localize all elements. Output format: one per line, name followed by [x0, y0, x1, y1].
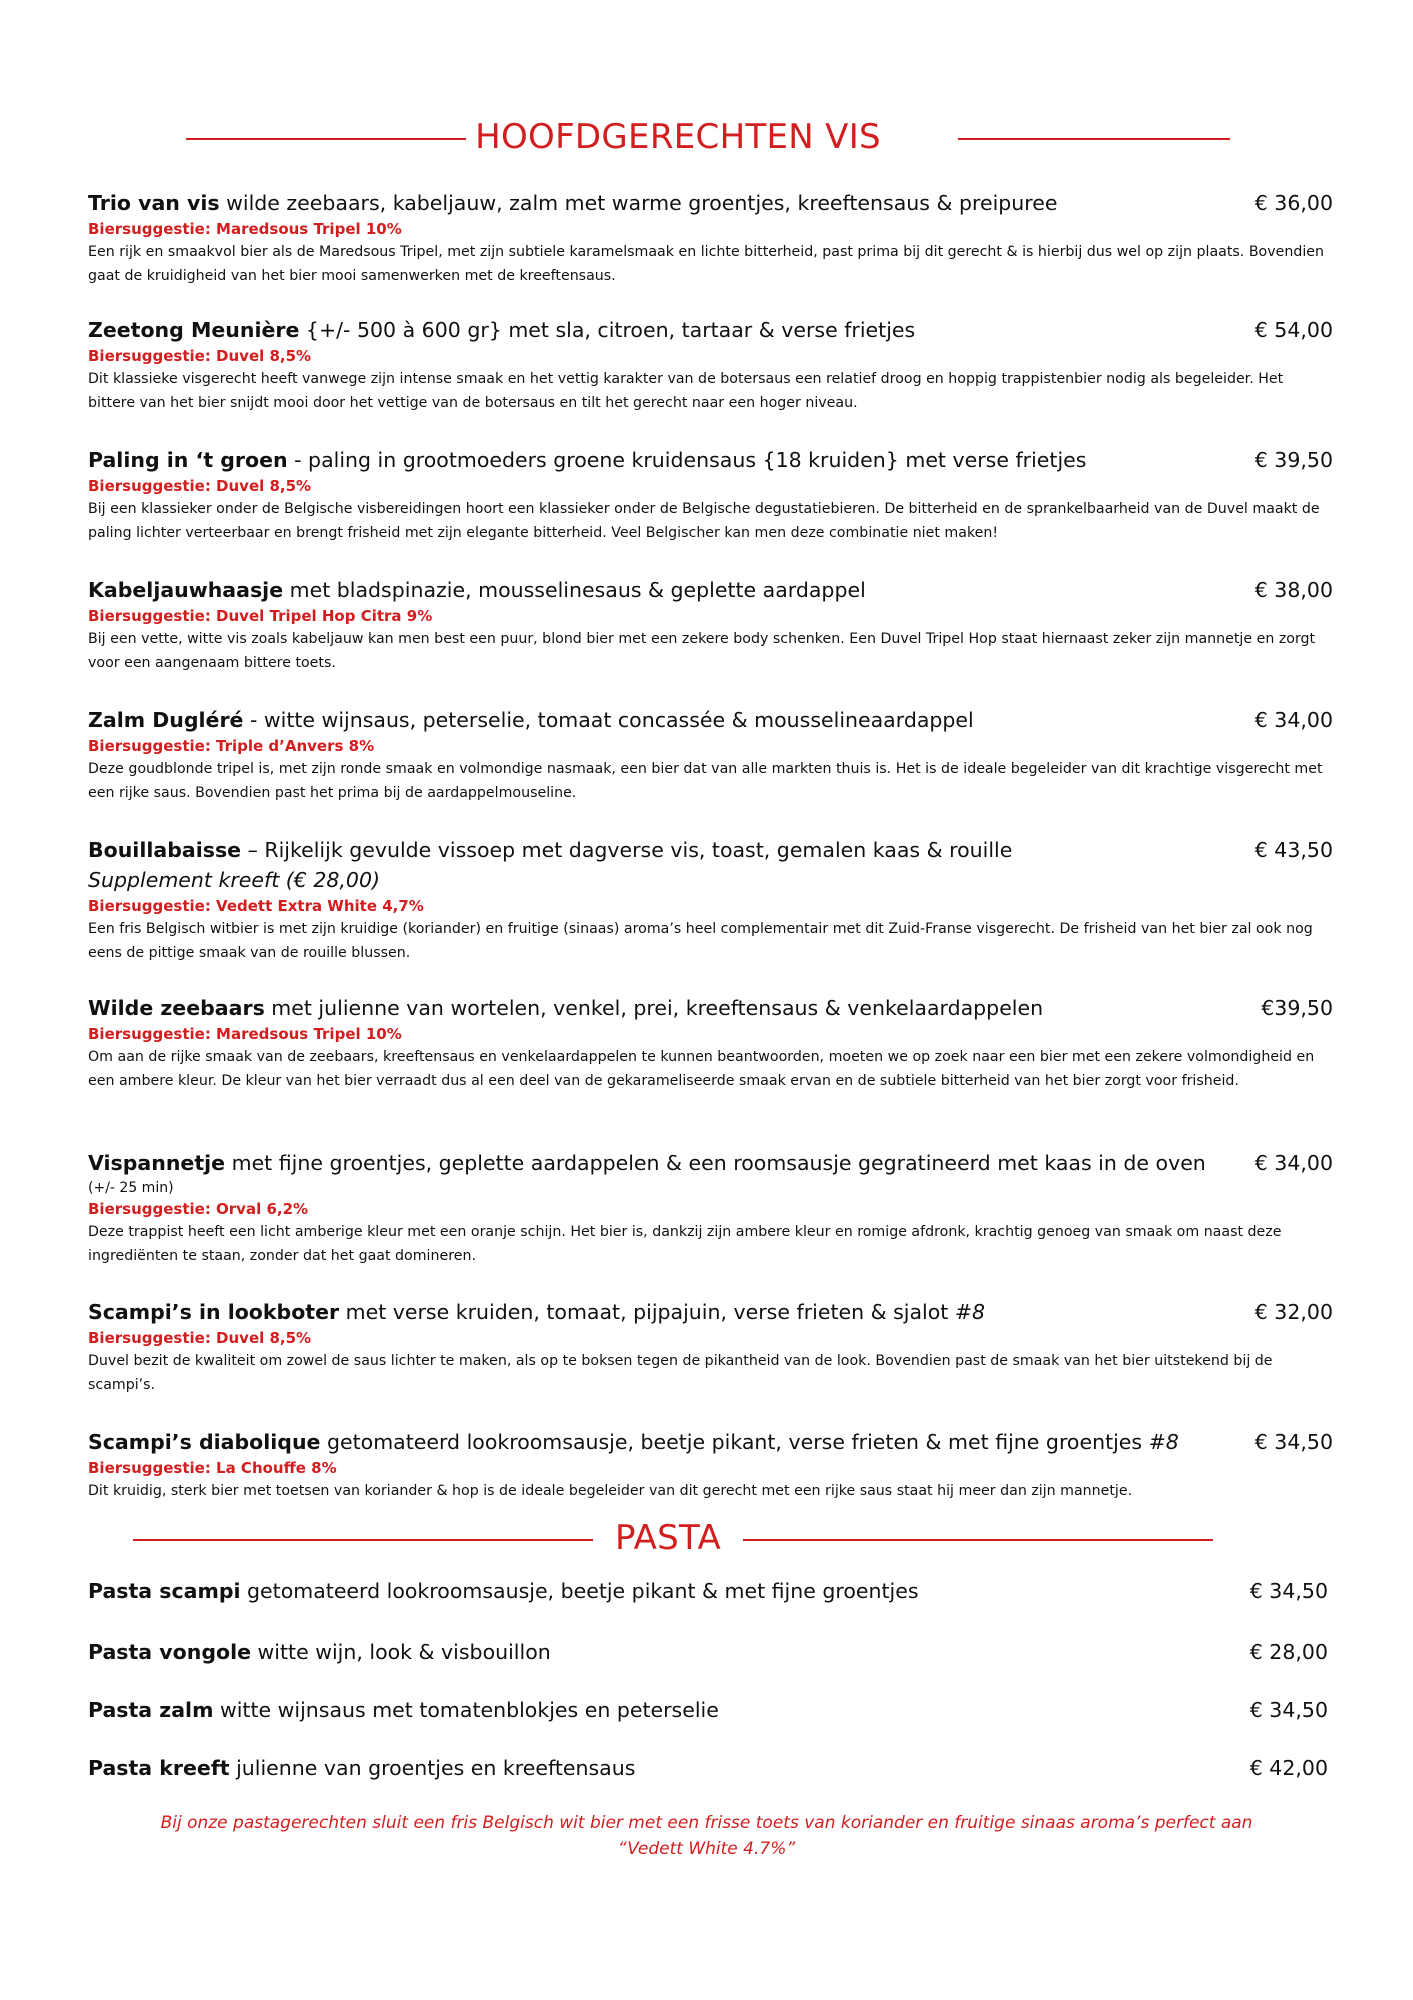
beer-suggestion: Biersuggestie: Duvel 8,5% — [88, 347, 312, 365]
dish-line — [88, 1297, 1333, 1327]
dish-line — [88, 575, 1333, 605]
dish-description: Bij een vette, witte vis zoals kabeljauw kan men best een puur, blond bier met een zekere body schenken. Een Duvel Tripel Hop staat hiernaast zeker zijn mannetje en zorgt voor een aangenaam bittere toets. — [88, 631, 1316, 671]
beer-suggestion: Biersuggestie: Triple d’Anvers 8% — [88, 737, 375, 755]
dish-details: {+/- 500 à 600 gr} met sla, citroen, tartaar & verse frietjes — [299, 318, 916, 342]
dish-details: wilde zeebaars, kabeljauw, zalm met warme groentjes, kreeftensaus & preipuree — [219, 191, 1058, 215]
footnote-beer: “Vedett White 4.7%” — [617, 1839, 796, 1859]
dish-line — [88, 1148, 1333, 1178]
dish-name: Trio van vis — [88, 191, 220, 215]
beer-suggestion: Biersuggestie: Orval 6,2% — [88, 1200, 309, 1218]
dish-name: Kabeljauwhaasje — [88, 578, 284, 602]
section-title-fish: HOOFDGERECHTEN VIS — [475, 117, 881, 157]
dish-name: Pasta zalm — [88, 1698, 214, 1722]
menu-item-bouillabaisse — [88, 835, 1333, 965]
menu-item-trio-van-vis — [88, 188, 1333, 288]
dish-price: € 42,00 — [1249, 1756, 1328, 1780]
dish-price: € 39,50 — [1254, 448, 1333, 472]
dish-description: Deze trappist heeft een licht amberige kleur met een oranje schijn. Het bier is, dankzij zijn ambere kleur en romige afdronk, krachtig genoeg van smaak om naast deze ingrediënten te staan, zonder dat het gaat domineren. — [88, 1224, 1282, 1264]
dish-description: Duvel bezit de kwaliteit om zowel de saus lichter te maken, als op te boksen tegen de pikantheid van de look. Bovendien past de smaak van het bier uitstekend bij de scampi’s. — [88, 1353, 1273, 1393]
dish-line — [88, 835, 1333, 865]
dish-details: met fijne groentjes, geplette aardappelen & een roomsausje gegratineerd met kaas in de oven — [225, 1151, 1206, 1175]
menu-item-pasta-zalm — [88, 1694, 1328, 1726]
dish-price: € 34,00 — [1254, 1151, 1333, 1175]
dish-price: € 34,50 — [1254, 1430, 1333, 1454]
menu-item-zalm-duglere — [88, 705, 1333, 805]
dish-name: Vispannetje — [88, 1151, 226, 1175]
beer-suggestion: Biersuggestie: Maredsous Tripel 10% — [88, 220, 402, 238]
dish-description: Dit kruidig, sterk bier met toetsen van koriander & hop is de ideale begeleider van dit gerecht met een rijke saus staat hij meer dan zijn mannetje. — [88, 1483, 1133, 1499]
dish-details: - paling in grootmoeders groene kruidensaus {18 kruiden} met verse frietjes — [287, 448, 1087, 472]
dish-line — [88, 705, 1333, 735]
beer-suggestion: Biersuggestie: Duvel Tripel Hop Citra 9% — [88, 607, 433, 625]
footnote-line: Bij onze pastagerechten sluit een fris Belgisch wit bier met een frisse toets van koriander en fruitige sinaas aroma’s perfect aan — [160, 1813, 1253, 1833]
dish-extra-note: (+/- 25 min) — [88, 1180, 174, 1196]
dish-details: met verse kruiden, tomaat, pijpajuin, verse frieten & sjalot — [339, 1300, 955, 1324]
dish-description: Dit klassieke visgerecht heeft vanwege zijn intense smaak en het vettig karakter van de botersaus een relatief droog en hoppig trappistenbier nodig als begeleider. Het bittere van het bier snijdt mooi door het vettige van de botersaus en tilt het gerecht naar een hoger niveau. — [88, 371, 1284, 411]
dish-details: - witte wijnsaus, peterselie, tomaat concassée & mousselineaardappel — [243, 708, 974, 732]
menu-item-pasta-kreeft — [88, 1752, 1328, 1784]
menu-item-paling-in-t-groen — [88, 445, 1333, 545]
dish-suffix: #8 — [1148, 1430, 1179, 1454]
beer-suggestion: Biersuggestie: Duvel 8,5% — [88, 1329, 312, 1347]
divider-right — [743, 1539, 1213, 1541]
divider-left — [133, 1539, 593, 1541]
section-header-fish — [0, 112, 1413, 162]
dish-line — [88, 1427, 1333, 1457]
dish-name: Scampi’s in lookboter — [88, 1300, 340, 1324]
dish-details: met bladspinazie, mousselinesaus & geplette aardappel — [283, 578, 866, 602]
dish-line — [88, 993, 1333, 1023]
dish-description: Deze goudblonde tripel is, met zijn ronde smaak en volmondige nasmaak, een bier dat van alle markten thuis is. Het is de ideale begeleider van dit krachtige visgerecht met een rijke saus. Bovendien past het prima bij de aardappelmouseline. — [88, 761, 1323, 801]
dish-name: Zalm Dugléré — [88, 708, 244, 732]
menu-item-scampis-diabolique — [88, 1427, 1333, 1503]
dish-name: Bouillabaisse — [88, 838, 242, 862]
section-header-pasta — [0, 1513, 1413, 1563]
dish-price: € 32,00 — [1254, 1300, 1333, 1324]
dish-price: € 43,50 — [1254, 838, 1333, 862]
menu-item-vispannetje — [88, 1148, 1333, 1268]
dish-price: €39,50 — [1261, 996, 1333, 1020]
menu-item-pasta-vongole — [88, 1636, 1328, 1668]
menu-item-wilde-zeebaars — [88, 993, 1333, 1093]
dish-details: met julienne van wortelen, venkel, prei, kreeftensaus & venkelaardappelen — [264, 996, 1044, 1020]
dish-details: getomateerd lookroomsausje, beetje pikant & met fijne groentjes — [240, 1579, 919, 1603]
menu-item-pasta-scampi — [88, 1575, 1328, 1607]
dish-details: witte wijn, look & visbouillon — [251, 1640, 551, 1664]
dish-supplement: Supplement kreeft (€ 28,00) — [88, 868, 381, 892]
dish-details: getomateerd lookroomsausje, beetje pikant, verse frieten & met fijne groentjes — [320, 1430, 1149, 1454]
menu-item-scampis-in-lookboter — [88, 1297, 1333, 1397]
pasta-beer-footnote — [120, 1810, 1293, 1862]
dish-price: € 28,00 — [1249, 1640, 1328, 1664]
dish-price: € 34,00 — [1254, 708, 1333, 732]
dish-description: Bij een klassieker onder de Belgische visbereidingen hoort een klassieker onder de Belgische degustatiebieren. De bitterheid en de sprankelbaarheid van de Duvel maakt de paling lichter verteerbaar en brengt frisheid met zijn elegante bitterheid. Veel Belgischer kan men deze combinatie niet maken! — [88, 501, 1320, 541]
dish-description: Een fris Belgisch witbier is met zijn kruidige (koriander) en fruitige (sinaas) aroma’s heel complementair met dit Zuid-Franse visgerecht. De frisheid van het bier zal ook nog eens de pittige smaak van de rouille blussen. — [88, 921, 1313, 961]
dish-price: € 34,50 — [1249, 1579, 1328, 1603]
beer-suggestion: Biersuggestie: Maredsous Tripel 10% — [88, 1025, 402, 1043]
dish-price: € 38,00 — [1254, 578, 1333, 602]
menu-item-kabeljauwhaasje — [88, 575, 1333, 675]
beer-suggestion: Biersuggestie: Vedett Extra White 4,7% — [88, 897, 424, 915]
dish-description: Om aan de rijke smaak van de zeebaars, kreeftensaus en venkelaardappelen te kunnen beantwoorden, moeten we op zoek naar een bier met een zekere volmondigheid en een ambere kleur. De kleur van het bier verraadt dus al een deel van de gekarameliseerde smaak ervan en de subtiele bitterheid van het bier zorgt voor frisheid. — [88, 1049, 1315, 1089]
dish-suffix: #8 — [954, 1300, 986, 1324]
divider-left — [186, 138, 466, 140]
dish-price: € 34,50 — [1249, 1698, 1328, 1722]
dish-line — [88, 445, 1333, 475]
dish-description: Een rijk en smaakvol bier als de Maredsous Tripel, met zijn subtiele karamelsmaak en lichte bitterheid, past prima bij dit gerecht & is hierbij dus wel op zijn plaats. Bovendien gaat de kruidigheid van het bier mooi samenwerken met de kreeftensaus. — [88, 244, 1325, 284]
dish-name: Wilde zeebaars — [88, 996, 265, 1020]
beer-suggestion: Biersuggestie: Duvel 8,5% — [88, 477, 312, 495]
divider-right — [958, 138, 1230, 140]
menu-item-zeetong-meuniere — [88, 315, 1333, 415]
dish-details: julienne van groentjes en kreeftensaus — [229, 1756, 636, 1780]
dish-name: Paling in ‘t groen — [88, 448, 288, 472]
dish-name: Pasta vongole — [88, 1640, 252, 1664]
dish-details: witte wijnsaus met tomatenblokjes en peterselie — [213, 1698, 719, 1722]
dish-price: € 54,00 — [1254, 318, 1333, 342]
dish-name: Pasta kreeft — [88, 1756, 230, 1780]
dish-line — [88, 315, 1333, 345]
dish-price: € 36,00 — [1254, 191, 1333, 215]
dish-details: – Rijkelijk gevulde vissoep met dagverse vis, toast, gemalen kaas & rouille — [241, 838, 1013, 862]
dish-name: Pasta scampi — [88, 1579, 241, 1603]
dish-name: Zeetong Meunière — [88, 318, 300, 342]
dish-line — [88, 188, 1333, 218]
beer-suggestion: Biersuggestie: La Chouffe 8% — [88, 1459, 337, 1477]
dish-name: Scampi’s diabolique — [88, 1430, 321, 1454]
section-title-pasta: PASTA — [614, 1518, 722, 1558]
